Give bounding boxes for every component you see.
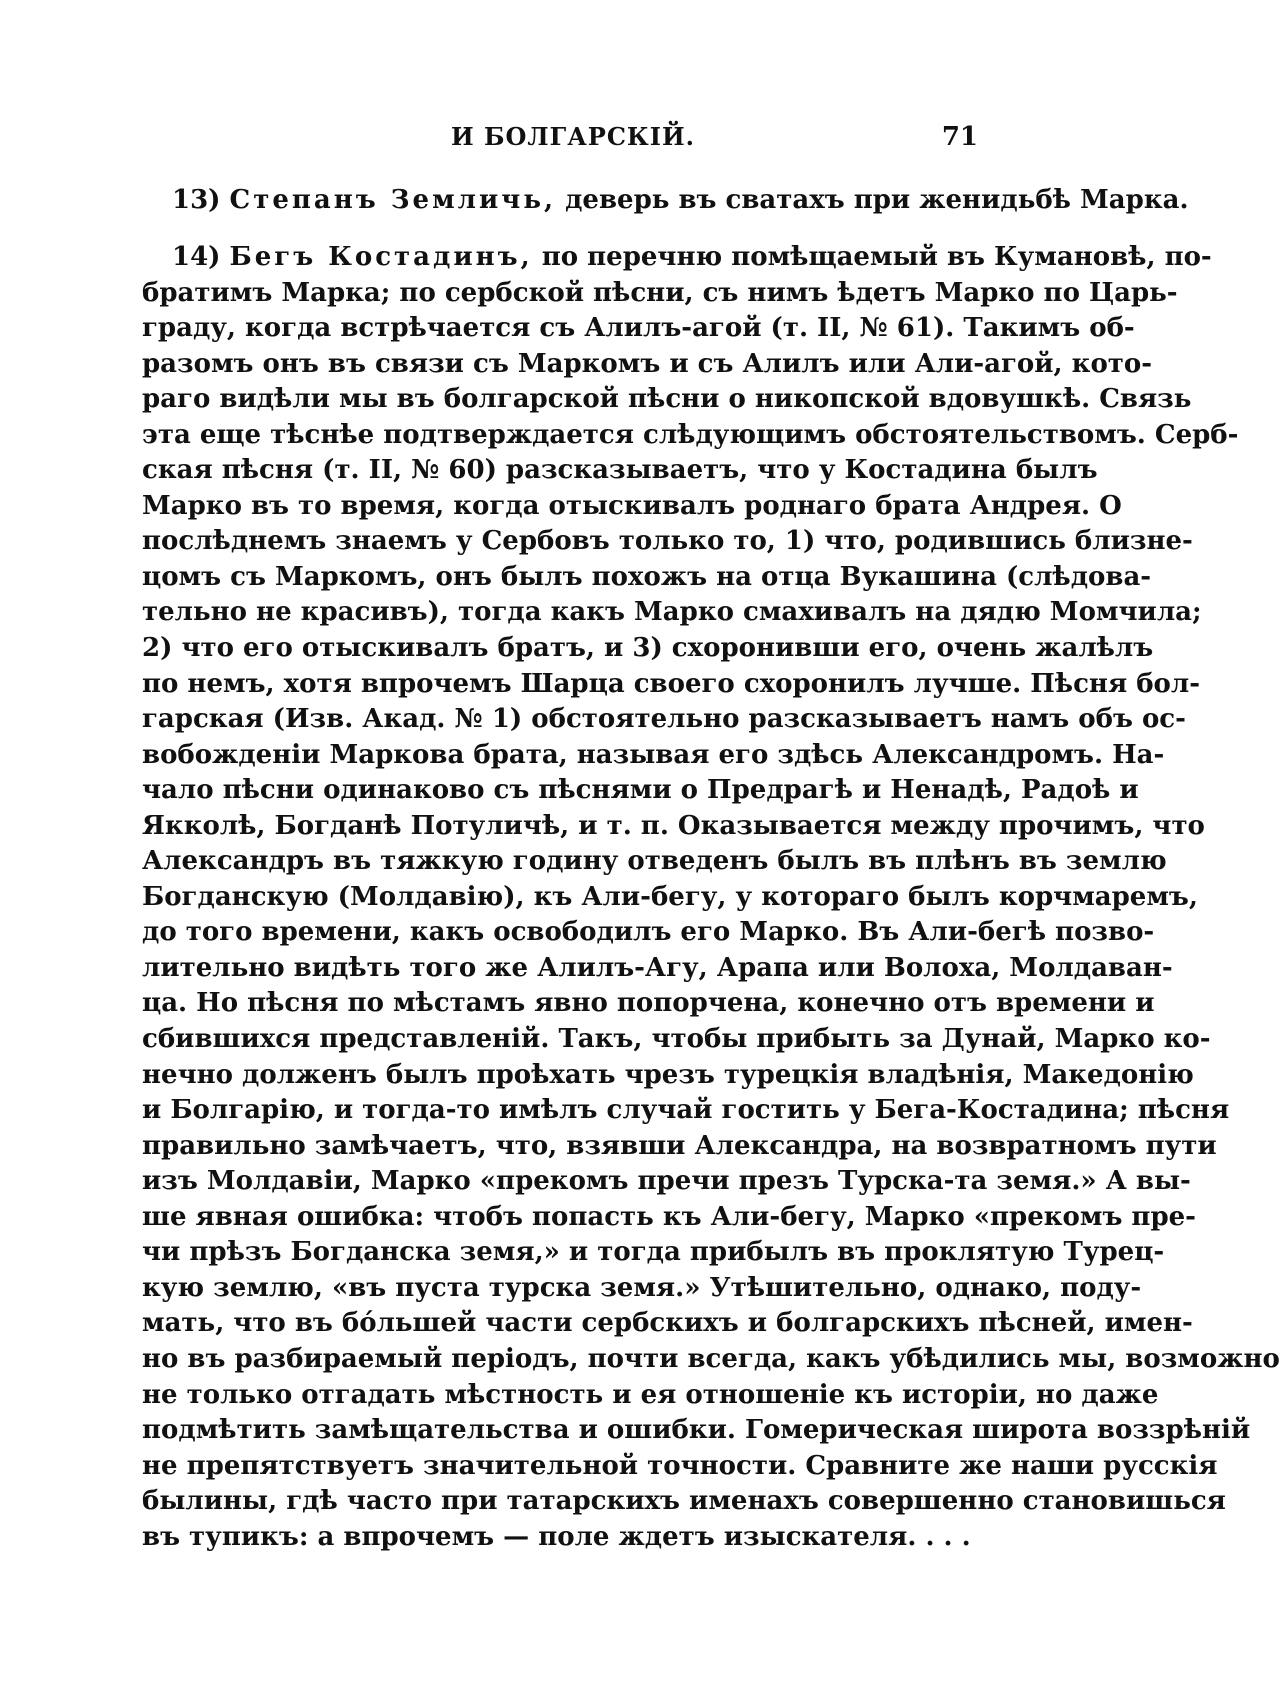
text-line: изъ Молдавіи, Марко «прекомъ пречи презъ Турска-та земя.» А вы- <box>142 1166 1191 1197</box>
text-line: по немъ, хотя впрочемъ Шарца своего схоронилъ лучше. Пѣсня бол- <box>142 668 1201 699</box>
text-line: кую землю, «въ пуста турска земя.» Утѣшительно, однако, поду- <box>142 1272 1142 1303</box>
text-line: сбившихся представленій. Такъ, чтобы прибыть за Дунай, Марко ко- <box>142 1024 1211 1055</box>
text-line: въ тупикъ: а впрочемъ — поле ждетъ изыскателя. . . . <box>142 1521 971 1552</box>
running-title: И БОЛГАРСКІЙ. <box>450 122 696 151</box>
text-line: Якколѣ, Богданѣ Потуличѣ, и т. п. Оказывается между прочимъ, что <box>142 810 1205 841</box>
text-line: лительно видѣть того же Алилъ-Агу, Арапа или Волоха, Молдаван- <box>142 952 1173 983</box>
text-line: 14) Бегъ Костадинъ, по перечню помѣщаемый въ Кумановѣ, по- <box>172 242 1212 272</box>
text-line: братимъ Марка; по сербской пѣсни, съ нимъ ѣдетъ Марко по Царь- <box>142 277 1178 308</box>
text-line: эта еще тѣснѣе подтверждается слѣдующимъ обстоятельствомъ. Серб- <box>142 419 1239 450</box>
text-line: раго видѣли мы въ болгарской пѣсни о никопской вдовушкѣ. Связь <box>142 384 1192 415</box>
running-head <box>168 122 978 162</box>
text-line: не только отгадать мѣстность и ея отношеніе къ исторіи, но даже <box>142 1379 1159 1410</box>
text-line: подмѣтить замѣщательства и ошибки. Гомерическая широта воззрѣній <box>142 1415 1251 1446</box>
text-line: граду, когда встрѣчается съ Алилъ-агой (т. II, № 61). Такимъ об- <box>142 313 1135 344</box>
text-line: тельно не красивъ), тогда какъ Марко смахивалъ на дядю Момчила; <box>142 597 1202 628</box>
text-line: нечно долженъ былъ проѣхать чрезъ турецкія владѣнія, Македонію <box>142 1059 1194 1090</box>
text-line: но въ разбираемый періодъ, почти всегда, какъ убѣдились мы, возможно <box>142 1343 1280 1374</box>
text-line: Александръ въ тяжкую годину отведенъ былъ въ плѣнъ въ землю <box>142 846 1167 877</box>
text-line: и Болгарію, и тогда-то имѣлъ случай гостить у Бега-Костадина; пѣсня <box>142 1095 1230 1126</box>
text-line: правильно замѣчаетъ, что, взявши Александра, на возвратномъ пути <box>142 1130 1217 1161</box>
text-line: не препятствуетъ значительной точности. Сравните же наши русскія <box>142 1450 1218 1481</box>
entry-13 <box>142 182 1189 218</box>
entry-number: 14) <box>172 242 221 272</box>
text-line: цомъ съ Маркомъ, онъ былъ похожъ на отца Вукашина (слѣдова- <box>142 561 1152 592</box>
text-line: чало пѣсни одинаково съ пѣснями о Предрагѣ и Ненадѣ, Радоѣ и <box>142 775 1139 806</box>
text-line: Марко въ то время, когда отыскивалъ роднаго брата Андрея. О <box>142 490 1122 521</box>
entry-name: Бегъ Костадинъ, <box>229 242 533 272</box>
page-number: 71 <box>941 122 978 152</box>
text-line: вобожденіи Маркова брата, называя его здѣсь Александромъ. На- <box>142 739 1165 770</box>
text-line: мать, что въ бóльшей части сербскихъ и болгарскихъ пѣсней, имен- <box>142 1308 1193 1339</box>
text-line: до того времени, какъ освободилъ его Марко. Въ Али-бегѣ позво- <box>142 917 1155 948</box>
body-text <box>142 182 1280 1583</box>
text-line: былины, гдѣ часто при татарскихъ именахъ совершенно становишься <box>142 1486 1226 1517</box>
text-line: ца. Но пѣсня по мѣстамъ явно попорчена, конечно отъ времени и <box>142 988 1155 1019</box>
text-line: 2) что его отыскивалъ братъ, и 3) схоронивши его, очень жалѣлъ <box>142 633 1154 664</box>
text-line: Богданскую (Молдавію), къ Али-бегу, у котораго былъ корчмаремъ, <box>142 881 1198 912</box>
entry-name: Степанъ Земличь, <box>229 185 557 215</box>
text-line: ская пѣсня (т. II, № 60) разсказываетъ, что у Костадина былъ <box>142 455 1098 486</box>
text-line: ше явная ошибка: чтобъ попасть къ Али-бегу, Марко «прекомъ пре- <box>142 1201 1196 1232</box>
entry-14 <box>142 240 1280 1555</box>
text-line: разомъ онъ въ связи съ Маркомъ и съ Алилъ или Али-агой, кото- <box>142 348 1153 379</box>
text-line: гарская (Изв. Акад. № 1) обстоятельно разсказываетъ намъ объ ос- <box>142 704 1186 735</box>
entry-number: 13) <box>172 185 221 215</box>
text-line: послѣднемъ знаемъ у Сербовъ только то, 1) что, родившись близне- <box>142 526 1193 557</box>
text-line: чи прѣзъ Богданска земя,» и тогда прибылъ въ проклятую Турец- <box>142 1237 1165 1268</box>
entry-text: деверь въ сватахъ при женидьбѣ Марка. <box>565 185 1189 215</box>
